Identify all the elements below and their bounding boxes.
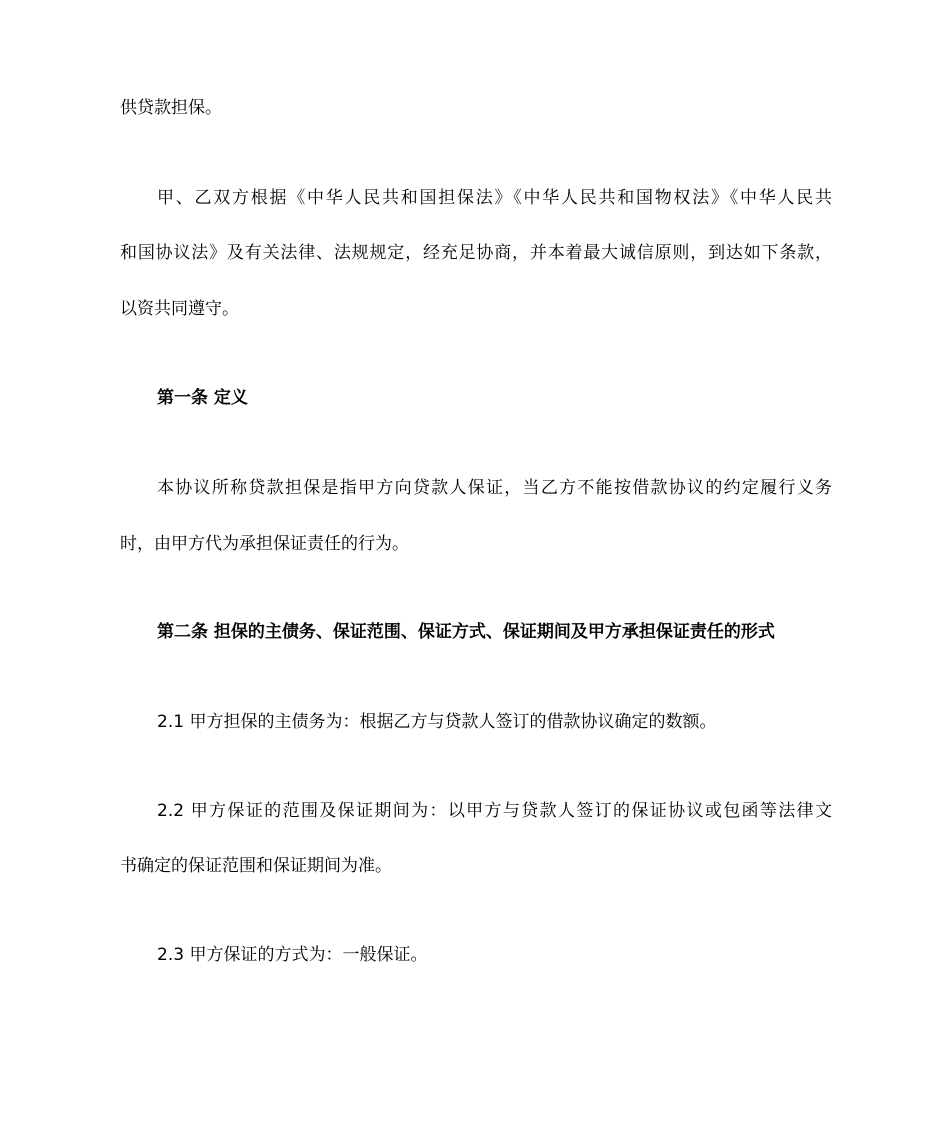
preamble-paragraph-line-1: 甲、乙双方根据《中华人民共和国担保法》《中华人民共和国物权法》《中华人民共 [157, 188, 832, 208]
paragraph-continuation-line: 供贷款担保。 [120, 98, 222, 118]
clause-2-1: 2.1 甲方担保的主债务为：根据乙方与贷款人签订的借款协议确定的数额。 [157, 712, 717, 732]
clause-2-3: 2.3 甲方保证的方式为：一般保证。 [157, 945, 428, 965]
article-1-heading: 第一条 定义 [157, 388, 248, 408]
article-2-heading: 第二条 担保的主债务、保证范围、保证方式、保证期间及甲方承担保证责任的形式 [157, 622, 775, 642]
preamble-paragraph-line-2: 和国协议法》及有关法律、法规规定，经充足协商，并本着最大诚信原则，到达如下条款， [120, 243, 832, 263]
article-1-paragraph-line-1: 本协议所称贷款担保是指甲方向贷款人保证，当乙方不能按借款协议的约定履行义务 [157, 478, 832, 498]
article-1-paragraph-line-2: 时，由甲方代为承担保证责任的行为。 [120, 534, 409, 554]
clause-2-2-line-2: 书确定的保证范围和保证期间为准。 [120, 856, 392, 876]
clause-2-2-line-1: 2.2 甲方保证的范围及保证期间为：以甲方与贷款人签订的保证协议或包函等法律文 [157, 801, 832, 821]
preamble-paragraph-line-3: 以资共同遵守。 [120, 299, 239, 319]
